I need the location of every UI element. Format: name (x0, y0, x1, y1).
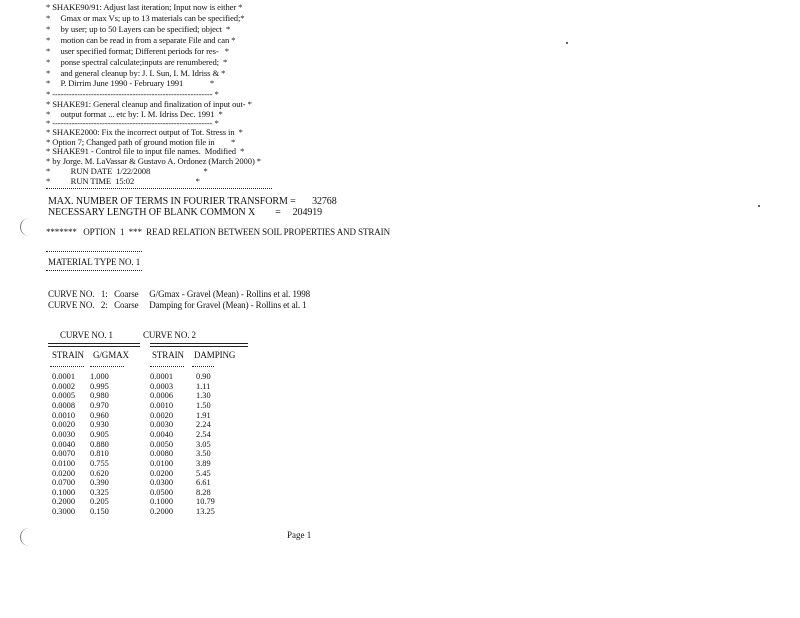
row-damping: 3.50 (196, 449, 211, 459)
row-strain-1: 0.2000 (52, 497, 76, 507)
row-damping: 13.25 (196, 507, 215, 517)
fourier-terms-value: 32768 (312, 196, 337, 207)
header-comment-line: * Gmax or max Vs; up to 13 materials can be specified;* (46, 13, 245, 23)
curve-2-label: CURVE NO. 2: (48, 300, 108, 310)
row-ggmax: 0.325 (90, 487, 109, 497)
header-comment-line: * P. Dirrim June 1990 - February 1991 * (46, 78, 215, 88)
row-ggmax: 0.150 (90, 507, 109, 517)
blank-common-separator: = (275, 207, 281, 218)
header-comment-line: * by Jorge. M. LaVassar & Gustavo A. Ordonez (March 2000) * (46, 156, 261, 166)
row-ggmax: 1.000 (90, 372, 109, 381)
curve-1-double-rule (48, 343, 140, 347)
row-strain-1: 0.0100 (52, 458, 76, 468)
row-ggmax: 0.960 (90, 410, 109, 420)
row-ggmax: 0.755 (90, 458, 109, 468)
row-damping: 1.11 (196, 381, 211, 391)
header-comment-line: * SHAKE91: General cleanup and finalization of input out- * (46, 99, 252, 109)
row-strain-2: 0.0300 (150, 478, 174, 488)
row-strain-1: 0.0040 (52, 439, 76, 449)
material-rule-bottom (46, 270, 142, 271)
punch-hole-mark-top (20, 218, 35, 236)
row-damping: 1.91 (196, 410, 211, 420)
row-ggmax: 0.390 (90, 478, 109, 488)
row-strain-1: 0.0700 (52, 478, 76, 488)
row-strain-1: 0.0002 (52, 381, 76, 391)
header-comment-line: * and general cleanup by: J. I. Sun, I. M. Idriss & * (46, 68, 226, 78)
row-strain-2: 0.0010 (150, 400, 174, 410)
punch-hole-mark-bottom (20, 528, 35, 546)
curve-1-label: CURVE NO. 1: (48, 289, 108, 299)
row-strain-1: 0.0005 (52, 391, 76, 401)
row-strain-2: 0.0100 (150, 458, 174, 468)
header-star-rule (46, 188, 272, 189)
row-damping: 5.45 (196, 468, 211, 478)
row-ggmax: 0.620 (90, 468, 109, 478)
row-strain-1: 0.0001 (52, 372, 76, 381)
row-ggmax: 0.970 (90, 400, 109, 410)
header-comment-line: * SHAKE91 - Control file to input file names. Modified * (46, 146, 245, 156)
row-damping: 2.24 (196, 420, 211, 430)
header-ggmax: G/GMAX (93, 350, 129, 360)
row-ggmax: 0.810 (90, 449, 109, 459)
row-damping: 1.30 (196, 391, 211, 401)
row-strain-2: 0.2000 (150, 507, 174, 517)
header-underline (192, 366, 214, 367)
row-ggmax: 0.930 (90, 420, 109, 430)
curve-1-title: CURVE NO. 1 (60, 330, 113, 340)
row-damping: 6.61 (196, 478, 211, 488)
row-strain-1: 0.0010 (52, 410, 76, 420)
header-damping: DAMPING (194, 350, 236, 360)
header-comment-line: * ---------------------------------------------------------- * (46, 118, 219, 128)
header-comment-line: * user specified format; Different periods for res- * (46, 46, 229, 56)
fourier-terms-label: MAX. NUMBER OF TERMS IN FOURIER TRANSFORM = (48, 196, 296, 207)
row-ggmax: 0.205 (90, 497, 109, 507)
curve-2-title: CURVE NO. 2 (143, 330, 196, 340)
row-damping: 3.89 (196, 458, 211, 468)
row-strain-2: 0.0003 (150, 381, 174, 391)
row-strain-2: 0.0001 (150, 372, 174, 381)
header-comment-line: * ---------------------------------------------------------- * (46, 89, 219, 99)
row-strain-2: 0.0040 (150, 429, 174, 439)
header-strain-2: STRAIN (152, 350, 184, 360)
curve-1-line (48, 289, 310, 299)
row-strain-1: 0.0070 (52, 449, 76, 459)
row-strain-1: 0.1000 (52, 487, 76, 497)
row-strain-2: 0.0006 (150, 391, 174, 401)
row-ggmax: 0.980 (90, 391, 109, 401)
row-strain-2: 0.0080 (150, 449, 174, 459)
blank-common-value: 204919 (292, 207, 323, 218)
row-damping: 1.50 (196, 400, 211, 410)
row-strain-1: 0.0020 (52, 420, 76, 430)
option-line: ******* OPTION 1 *** READ RELATION BETWEEN SOIL PROPERTIES AND STRAIN (46, 227, 390, 237)
row-strain-2: 0.0500 (150, 487, 174, 497)
row-ggmax: 0.880 (90, 439, 109, 449)
row-strain-1: 0.0008 (52, 400, 76, 410)
row-ggmax: 0.905 (90, 429, 109, 439)
header-comment-line: * RUN DATE 1/22/2008 * (46, 166, 208, 176)
header-comment-line: * Option 7; Changed path of ground motion file in * (46, 137, 236, 147)
blank-common-label: NECESSARY LENGTH OF BLANK COMMON X (48, 207, 256, 218)
row-damping: 8.28 (196, 487, 211, 497)
header-comment-line: * motion can be read in from a separate File and can * (46, 35, 236, 45)
row-damping: 10.79 (196, 497, 215, 507)
blank-common-line (48, 208, 322, 218)
curve-2-kind: Coarse (114, 300, 139, 310)
row-strain-1: 0.0200 (52, 468, 76, 478)
header-underline (90, 366, 124, 367)
row-damping: 3.05 (196, 439, 211, 449)
row-strain-2: 0.0020 (150, 410, 174, 420)
header-comment-line: * by user; up to 50 Layers can be specified; object * (46, 24, 231, 34)
material-rule-top (46, 251, 142, 252)
scan-speck (758, 205, 760, 207)
curve-2-description: Damping for Gravel (Mean) - Rollins et al. 1 (149, 300, 307, 310)
header-strain-1: STRAIN (52, 350, 84, 360)
row-damping: 2.54 (196, 429, 211, 439)
material-type-line: MATERIAL TYPE NO. 1 (48, 257, 141, 267)
header-underline (50, 366, 84, 367)
header-underline (150, 366, 184, 367)
page-number: Page 1 (287, 530, 312, 540)
row-strain-2: 0.0050 (150, 439, 174, 449)
curve-2-double-rule (150, 343, 248, 347)
curve-2-line (48, 300, 307, 310)
row-strain-2: 0.0030 (150, 420, 174, 430)
header-comment-line: * ponse spectral calculate;inputs are renumbered; * (46, 57, 228, 67)
curve-1-kind: Coarse (114, 289, 139, 299)
fourier-terms-line (48, 197, 337, 207)
row-strain-2: 0.1000 (150, 497, 174, 507)
header-comment-line: * output format ... etc by: I. M. Idriss Dec. 1991 * (46, 109, 223, 119)
row-damping: 0.90 (196, 372, 211, 381)
header-comment-line: * SHAKE2000: Fix the incorrect output of Tot. Stress in * (46, 127, 243, 137)
header-comment-line: * RUN TIME 15:02 * (46, 176, 200, 186)
row-strain-2: 0.0200 (150, 468, 174, 478)
row-ggmax: 0.995 (90, 381, 109, 391)
curve-1-description: G/Gmax - Gravel (Mean) - Rollins et al. 1998 (149, 289, 311, 299)
header-comment-line: * SHAKE90/91: Adjust last iteration; Input now is either * (46, 2, 243, 12)
row-strain-1: 0.3000 (52, 507, 76, 517)
row-strain-1: 0.0030 (52, 429, 76, 439)
scan-speck (566, 42, 568, 44)
